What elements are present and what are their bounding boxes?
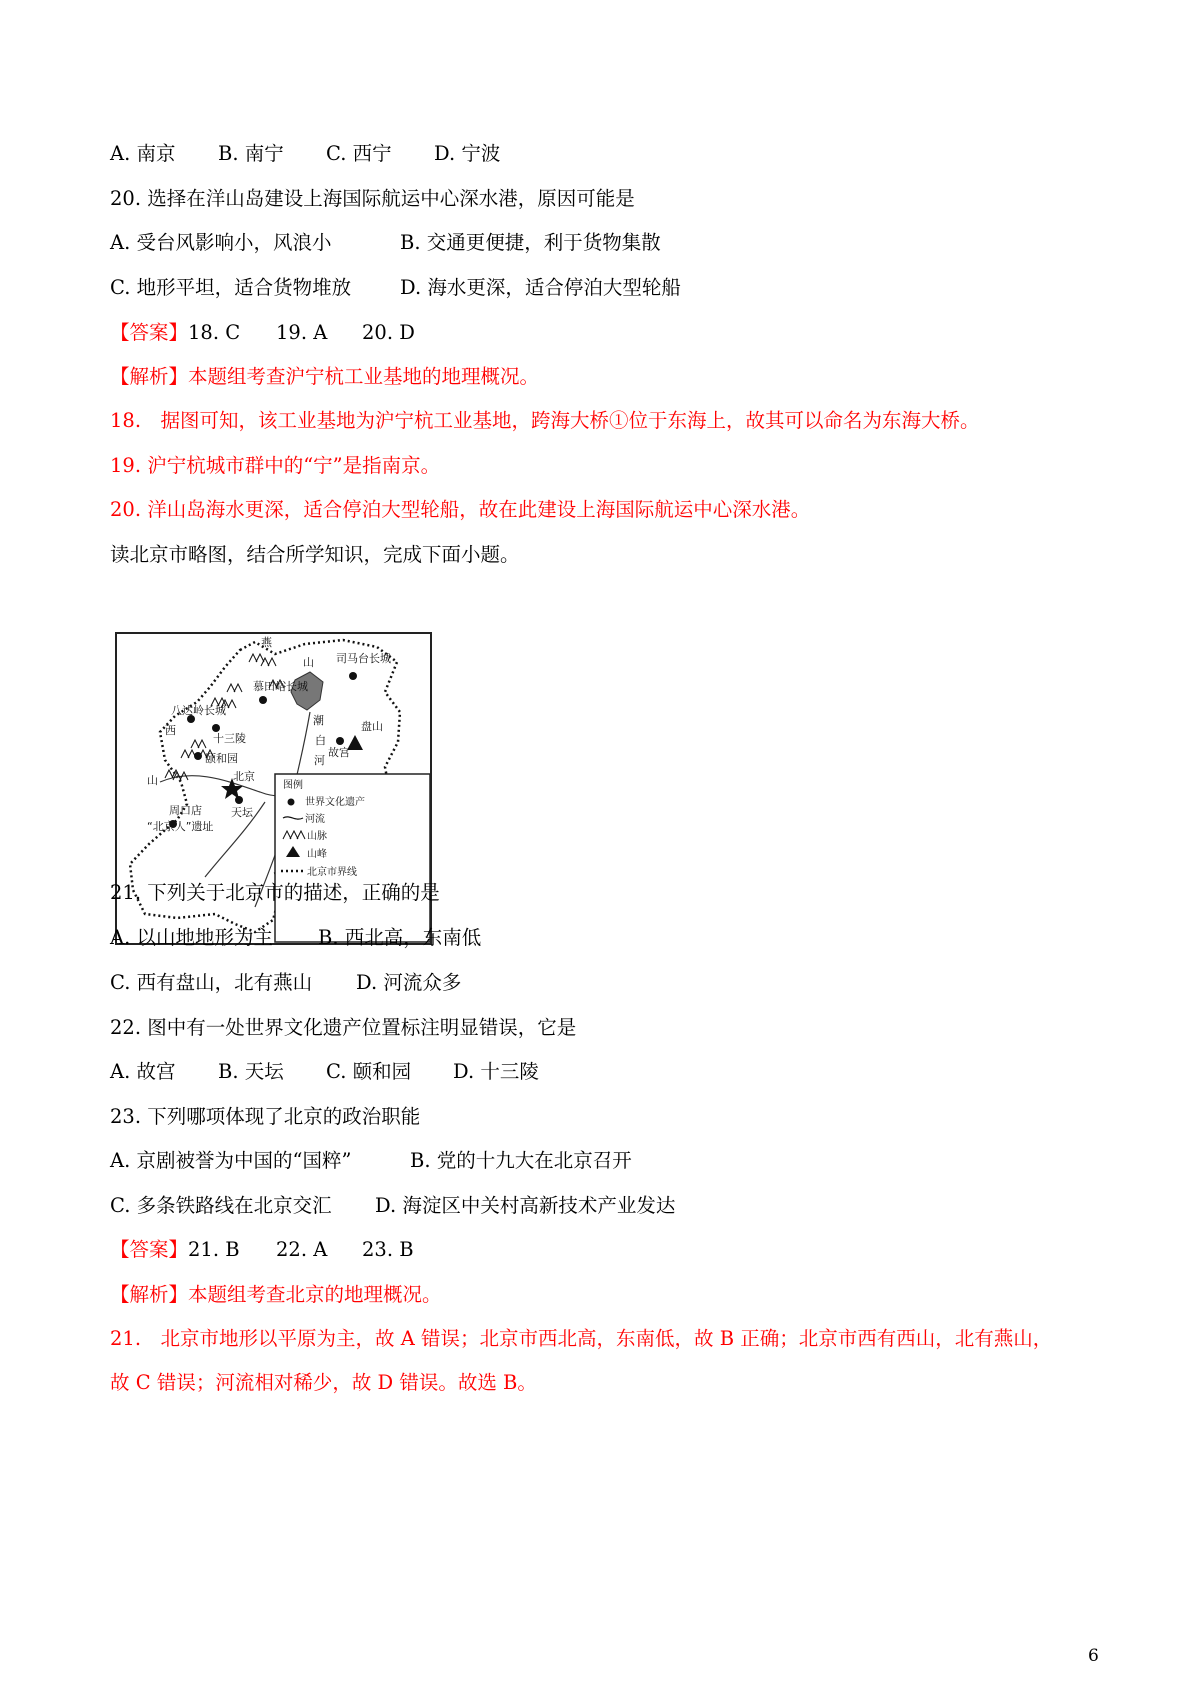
label-shan-west: 山 xyxy=(147,774,158,787)
answer-block-2 xyxy=(110,1237,414,1263)
q20-option-c: C. 地形平坦，适合货物堆放 xyxy=(110,276,352,299)
label-yan: 燕 xyxy=(261,636,272,649)
q22-option-c: C. 颐和园 xyxy=(326,1060,412,1083)
q21-option-a: A. 以山地地形为主 xyxy=(110,926,273,949)
q21-options-row2 xyxy=(110,970,461,996)
q19-option-b: B. 南宁 xyxy=(218,142,284,165)
q21-options-row1 xyxy=(110,925,481,951)
q21-stem: 21. 下列关于北京市的描述，正确的是 xyxy=(110,881,440,904)
legend-heritage-icon xyxy=(288,799,295,806)
label-chao: 潮 xyxy=(313,714,324,727)
analysis-line: 21. 北京市地形以平原为主，故 A 错误；北京市西北高，东南低，故 B 正确；北京市西有西山，北有燕山， xyxy=(110,1327,1053,1350)
map-intro: 读北京市略图，结合所学知识，完成下面小题。 xyxy=(110,543,520,566)
q19-option-d: D. 宁波 xyxy=(434,142,501,165)
label-panshan: 盘山 xyxy=(361,720,383,733)
q19-options xyxy=(110,141,500,167)
analysis-line: 19. 沪宁杭城市群中的“宁”是指南京。 xyxy=(110,454,441,477)
q21-option-c: C. 西有盘山，北有燕山 xyxy=(110,971,313,994)
heritage-dot-shisanling xyxy=(212,724,220,732)
q20-options-row1 xyxy=(110,230,661,256)
label-xi: 西 xyxy=(165,724,176,737)
q20-option-d: D. 海水更深，适合停泊大型轮船 xyxy=(400,276,681,299)
legend-item: 世界文化遗产 xyxy=(305,797,365,808)
legend-item: 山峰 xyxy=(307,849,327,860)
label-simatai: 司马台长城 xyxy=(336,652,391,665)
analysis-tag: 【解析】 xyxy=(110,365,189,388)
q23-option-d: D. 海淀区中关村高新技术产业发达 xyxy=(375,1194,676,1217)
q23-options-row2 xyxy=(110,1193,675,1219)
label-bai: 白 xyxy=(315,734,326,747)
q23-option-b: B. 党的十九大在北京召开 xyxy=(410,1149,632,1172)
label-beijing: 北京 xyxy=(233,770,255,783)
answer-item: 20. D xyxy=(362,321,415,344)
analysis-summary: 本题组考查沪宁杭工业基地的地理概况。 xyxy=(188,365,540,388)
answer-item: 18. C xyxy=(188,321,241,344)
analysis-line: 故 C 错误；河流相对稀少，故 D 错误。故选 B。 xyxy=(110,1371,537,1394)
q22-option-d: D. 十三陵 xyxy=(453,1060,539,1083)
heritage-dot-yiheyuan xyxy=(194,752,202,760)
label-zhoukoudian: 周口店 xyxy=(169,804,202,817)
heritage-dot-tiantan xyxy=(235,796,243,804)
label-tiantan: 天坛 xyxy=(231,806,253,819)
q22-stem: 22. 图中有一处世界文化遗产位置标注明显错误，它是 xyxy=(110,1016,577,1039)
q20-stem: 20. 选择在洋山岛建设上海国际航运中心深水港，原因可能是 xyxy=(110,187,635,210)
legend-item: 山脉 xyxy=(307,831,327,842)
analysis-summary: 本题组考查北京的地理概况。 xyxy=(188,1283,442,1306)
page-number: 6 xyxy=(1088,1646,1099,1666)
q20-option-b: B. 交通更便捷，利于货物集散 xyxy=(400,231,661,254)
label-shisanling: 十三陵 xyxy=(213,732,246,745)
answer-block-1 xyxy=(110,320,415,346)
heritage-dot-gugong xyxy=(336,737,344,745)
answer-item: 19. A xyxy=(276,321,328,344)
legend-title: 图例 xyxy=(283,780,303,791)
q19-option-a: A. 南京 xyxy=(110,142,176,165)
analysis-tag: 【解析】 xyxy=(110,1283,189,1306)
heritage-dot-simatai xyxy=(349,672,357,680)
label-he: 河 xyxy=(314,754,325,767)
q22-option-b: B. 天坛 xyxy=(218,1060,284,1083)
answer-item: 22. A xyxy=(276,1238,328,1261)
answer-tag: 【答案】 xyxy=(110,1238,189,1261)
analysis-block-1 xyxy=(110,364,539,390)
q23-option-c: C. 多条铁路线在北京交汇 xyxy=(110,1194,332,1217)
map-legend xyxy=(275,774,430,942)
q22-option-a: A. 故宫 xyxy=(110,1060,176,1083)
legend-item: 河流 xyxy=(305,814,325,825)
analysis-block-2 xyxy=(110,1282,442,1308)
q20-options-row2 xyxy=(110,275,681,301)
answer-item: 21. B xyxy=(188,1238,240,1261)
q21-option-d: D. 河流众多 xyxy=(356,971,462,994)
answer-tag: 【答案】 xyxy=(110,321,189,344)
heritage-dot-mutianyu xyxy=(259,696,267,704)
q23-stem: 23. 下列哪项体现了北京的政治职能 xyxy=(110,1105,421,1128)
label-badaling: 八达岭长城 xyxy=(171,704,226,717)
answer-item: 23. B xyxy=(362,1238,414,1261)
q19-option-c: C. 西宁 xyxy=(326,142,392,165)
label-shan-top: 山 xyxy=(303,656,314,669)
q23-options-row1 xyxy=(110,1148,632,1174)
label-peking-man: “北京人”遗址 xyxy=(147,820,214,833)
analysis-line: 20. 洋山岛海水更深，适合停泊大型轮船，故在此建设上海国际航运中心深水港。 xyxy=(110,498,811,521)
q20-option-a: A. 受台风影响小，风浪小 xyxy=(110,231,332,254)
analysis-line: 18. 据图可知，该工业基地为沪宁杭工业基地，跨海大桥①位于东海上，故其可以命名为东海大桥。 xyxy=(110,409,980,432)
q22-options xyxy=(110,1059,539,1085)
label-mutianyu: 慕田峪长城 xyxy=(253,680,308,693)
label-gugong: 故宫 xyxy=(328,746,350,759)
q21-option-b: B. 西北高，东南低 xyxy=(318,926,482,949)
q23-option-a: A. 京剧被誉为中国的“国粹” xyxy=(110,1149,352,1172)
legend-item: 北京市界线 xyxy=(307,867,357,878)
label-yiheyuan: 颐和园 xyxy=(205,752,238,765)
